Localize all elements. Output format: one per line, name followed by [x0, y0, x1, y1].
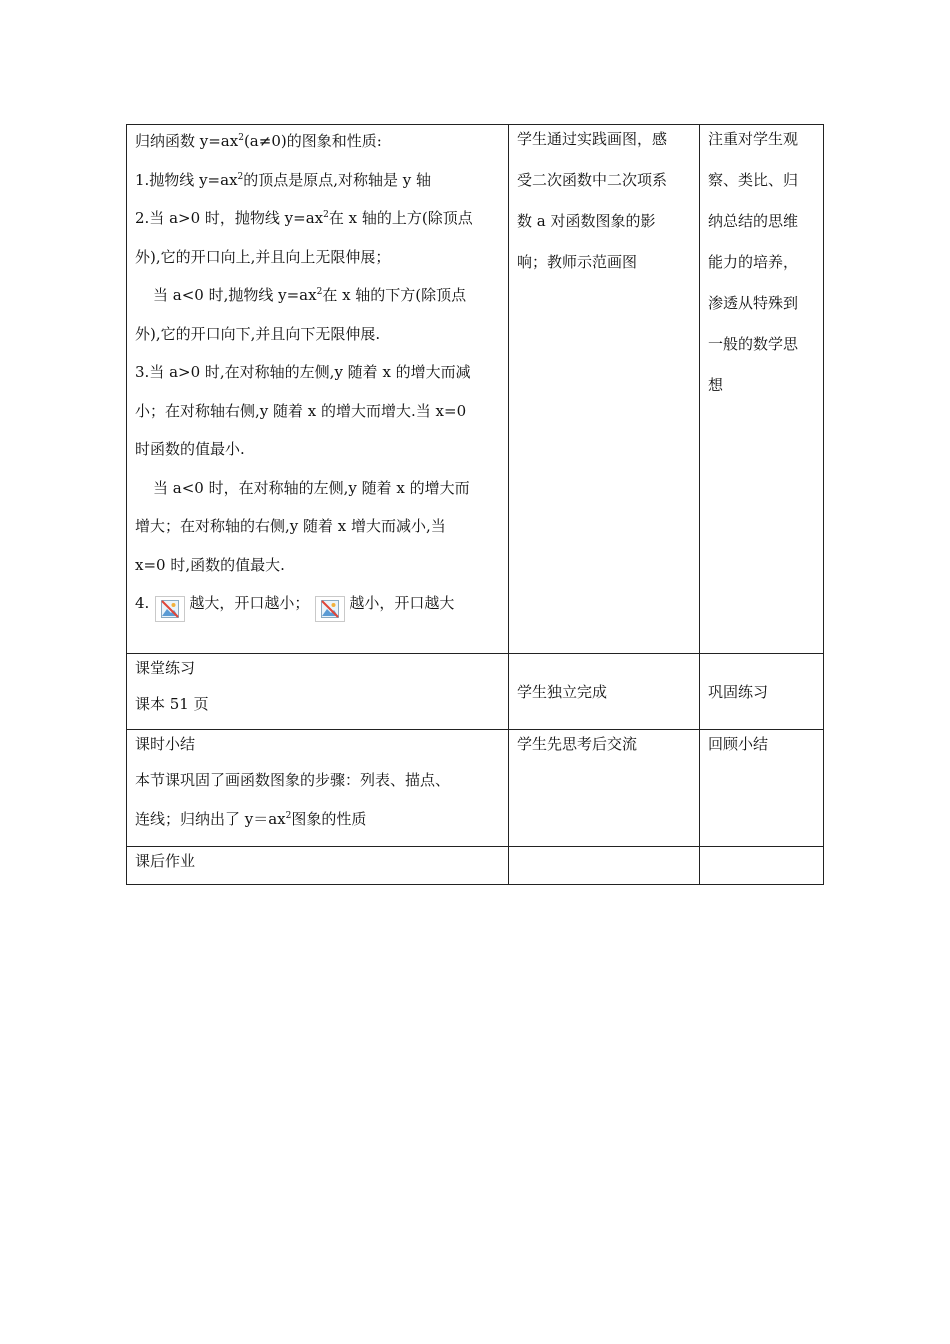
activity-cell	[509, 125, 700, 654]
intent-cell	[700, 847, 824, 885]
text-line: 时函数的值最小.	[135, 440, 245, 458]
lesson-plan-table	[126, 124, 824, 885]
text-line: 纳总结的思维	[708, 212, 799, 230]
content-cell	[127, 125, 509, 654]
text-line: 课堂练习	[135, 659, 196, 677]
text-line: 外),它的开口向上,并且向上无限伸展；	[135, 247, 391, 266]
text-line: 2.当 a>0 时，抛物线 $y=ax^2$在 x 轴的上方(除顶点	[135, 209, 473, 227]
content-cell	[127, 654, 509, 730]
text-line: 一般的数学思	[708, 335, 799, 353]
text-line: 课时小结	[135, 735, 196, 753]
text-line: 回顾小结	[708, 735, 769, 753]
broken-image-icon	[315, 596, 345, 622]
text-line: 受二次函数中二次项系	[517, 171, 668, 189]
text-line: 想	[708, 376, 724, 394]
text-line: 连线；归纳出了 $y=ax^2$图象的性质	[135, 810, 367, 828]
text-line: 注重对学生观	[708, 130, 799, 148]
text-line: 增大；在对称轴的右侧,y 随着 x 增大而减小,当	[135, 517, 446, 535]
intent-cell	[700, 125, 824, 654]
text-line: 数 a 对函数图象的影	[517, 212, 656, 230]
text-line: 当 a<0 时,抛物线 $y=ax^2$在 x 轴的下方(除顶点	[153, 286, 467, 304]
text-line: 察、类比、归	[708, 171, 799, 189]
text-line: 小；在对称轴右侧,y 随着 x 的增大而增大.当 x=0	[135, 401, 467, 420]
text-line: 1.抛物线 $y=ax^2$的顶点是原点,对称轴是 y 轴	[135, 170, 432, 189]
activity-cell	[509, 847, 700, 885]
intent-cell: 巩固练习	[700, 654, 824, 730]
broken-image-icon	[155, 596, 185, 622]
text-line: 归纳函数 $y=ax^2(a\ne 0)$的图象和性质:	[135, 132, 382, 150]
table-row	[127, 654, 824, 730]
intent-cell	[700, 730, 824, 847]
text-line: x=0 时,函数的值最大.	[135, 555, 285, 574]
table-row	[127, 125, 824, 654]
text-line: 本节课巩固了画函数图象的步骤：列表、描点、	[135, 771, 451, 789]
text-line: 课本 51 页	[135, 695, 209, 713]
text-line: 渗透从特殊到	[708, 294, 799, 312]
text-line: 4. 越大，开口越小； 越小，开口越大	[135, 589, 500, 628]
text-line: 学生先思考后交流	[517, 735, 638, 753]
activity-cell	[509, 730, 700, 847]
table-row	[127, 847, 824, 885]
text-line: 课后作业	[135, 852, 196, 870]
content-cell	[127, 730, 509, 847]
text-line: 响；教师示范画图	[517, 253, 638, 271]
text-line: 能力的培养，	[708, 253, 799, 271]
text-line: 外),它的开口向下,并且向下无限伸展.	[135, 324, 381, 343]
content-cell	[127, 847, 509, 885]
table-row	[127, 730, 824, 847]
text-line: 当 a<0 时，在对称轴的左侧,y 随着 x 的增大而	[153, 478, 470, 497]
text-line: 学生通过实践画图，感	[517, 130, 668, 148]
text-line: 3.当 a>0 时,在对称轴的左侧,y 随着 x 的增大而减	[135, 363, 471, 381]
activity-cell: 学生独立完成	[509, 654, 700, 730]
